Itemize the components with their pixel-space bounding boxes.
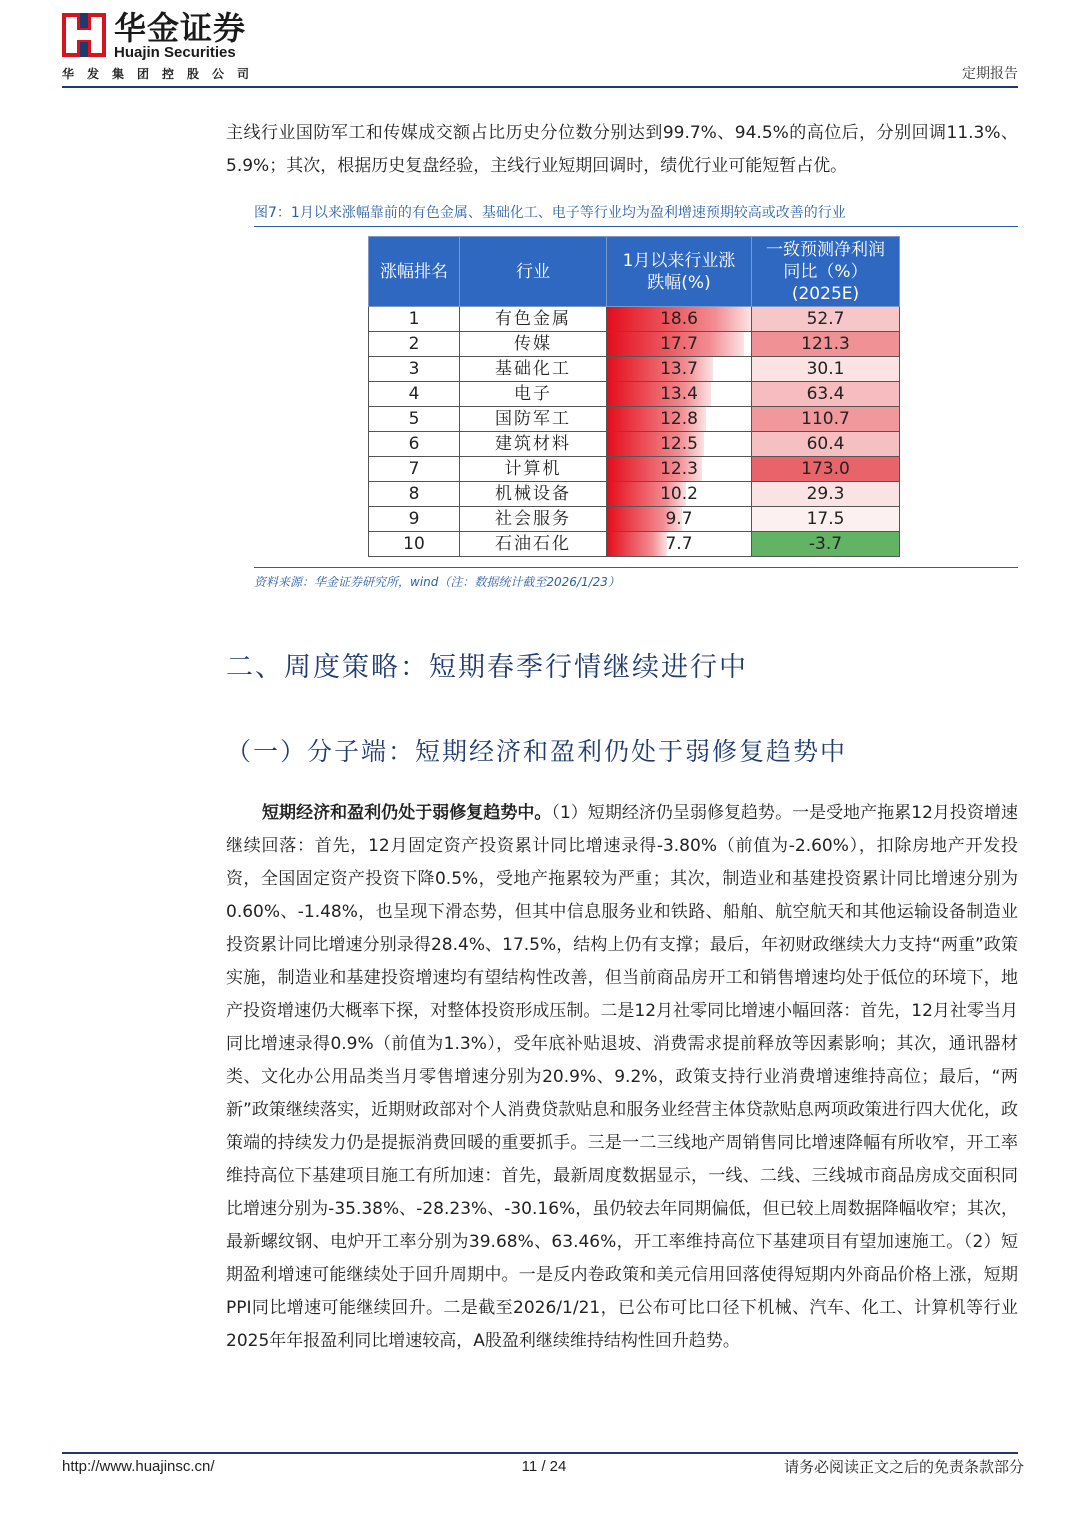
profit-growth-cell: -3.7 [752, 532, 900, 557]
change-value: 13.4 [660, 384, 698, 404]
column-header-rank: 涨幅排名 [369, 237, 460, 307]
subsection-heading: （一）分子端：短期经济和盈利仍处于弱修复趋势中 [226, 737, 848, 766]
rank-cell: 8 [369, 482, 460, 507]
change-value: 18.6 [660, 309, 698, 329]
profit-growth-cell: 121.3 [752, 332, 900, 357]
report-type-label: 定期报告 [962, 66, 1018, 82]
change-cell [607, 357, 752, 382]
industry-cell: 基础化工 [460, 357, 607, 382]
industry-cell: 机械设备 [460, 482, 607, 507]
change-cell [607, 332, 752, 357]
industry-cell: 国防军工 [460, 407, 607, 432]
table-header-row [369, 237, 900, 307]
rank-cell: 6 [369, 432, 460, 457]
figure-caption: 图7：1月以来涨幅靠前的有色金属、基础化工、电子等行业均为盈利增速预期较高或改善的行业 [254, 205, 846, 221]
table-row [369, 432, 900, 457]
rank-cell: 2 [369, 332, 460, 357]
page-number: 11 / 24 [521, 1458, 567, 1475]
change-value: 17.7 [660, 334, 698, 354]
brand-subtitle: 华发集团控股公司 [62, 67, 263, 81]
profit-growth-cell: 63.4 [752, 382, 900, 407]
table-row [369, 382, 900, 407]
footer-disclaimer: 请务必阅读正文之后的免责条款部分 [783, 1458, 1024, 1476]
change-cell [607, 407, 752, 432]
rank-cell: 4 [369, 382, 460, 407]
rank-cell: 1 [369, 307, 460, 332]
profit-growth-cell: 52.7 [752, 307, 900, 332]
huajin-logo-icon [62, 13, 106, 57]
body-paragraph [226, 797, 1018, 1358]
industry-cell: 建筑材料 [460, 432, 607, 457]
industry-cell: 石油石化 [460, 532, 607, 557]
change-cell [607, 382, 752, 407]
change-value: 9.7 [665, 509, 693, 529]
table-row [369, 332, 900, 357]
table-row [369, 307, 900, 332]
profit-growth-cell: 29.3 [752, 482, 900, 507]
change-value: 12.8 [660, 409, 698, 429]
change-value: 12.5 [660, 434, 698, 454]
rank-cell: 3 [369, 357, 460, 382]
industry-cell: 传媒 [460, 332, 607, 357]
industry-cell: 社会服务 [460, 507, 607, 532]
brand-name-en: Huajin Securities [114, 44, 236, 61]
figure-source-note: 资料来源：华金证券研究所，wind（注：数据统计截至2026/1/23） [254, 575, 620, 589]
table-row [369, 532, 900, 557]
paragraph-lead: 短期经济和盈利仍处于弱修复趋势中。 [262, 803, 552, 823]
footer-divider [62, 1452, 1018, 1454]
rank-cell: 10 [369, 532, 460, 557]
change-cell [607, 482, 752, 507]
table-body [369, 307, 900, 557]
profit-growth-cell: 60.4 [752, 432, 900, 457]
intro-paragraph: 主线行业国防军工和传媒成交额占比历史分位数分别达到99.7%、94.5%的高位后，分别回调11.3%、5.9%；其次，根据历史复盘经验，主线行业短期回调时，绩优行业可能短暂占优。 [226, 123, 1018, 176]
brand-name-cn: 华金证券 [114, 9, 247, 47]
table-row [369, 507, 900, 532]
header-divider [62, 86, 1018, 88]
change-cell [607, 507, 752, 532]
profit-growth-cell: 17.5 [752, 507, 900, 532]
rank-cell: 9 [369, 507, 460, 532]
industry-cell: 电子 [460, 382, 607, 407]
column-header-change: 1月以来行业涨跌幅(%) [607, 237, 752, 307]
rank-cell: 7 [369, 457, 460, 482]
profit-growth-cell: 173.0 [752, 457, 900, 482]
change-value: 7.7 [665, 534, 693, 554]
profit-growth-cell: 110.7 [752, 407, 900, 432]
footer-website-link[interactable]: http://www.huajinsc.cn/ [62, 1458, 215, 1475]
change-value: 12.3 [660, 459, 698, 479]
figure-bottom-rule [254, 567, 1018, 568]
profit-growth-cell: 30.1 [752, 357, 900, 382]
industry-performance-table [368, 236, 900, 557]
industry-cell: 计算机 [460, 457, 607, 482]
change-cell [607, 432, 752, 457]
change-data-bar [607, 532, 667, 556]
change-value: 13.7 [660, 359, 698, 379]
change-cell [607, 532, 752, 557]
change-cell [607, 307, 752, 332]
change-cell [607, 457, 752, 482]
table-row [369, 357, 900, 382]
industry-cell: 有色金属 [460, 307, 607, 332]
table-row [369, 482, 900, 507]
column-header-industry: 行业 [460, 237, 607, 307]
section-heading: 二、周度策略：短期春季行情继续进行中 [226, 652, 748, 683]
figure-top-rule [254, 226, 1018, 227]
table-row [369, 407, 900, 432]
paragraph-text: （1）短期经济仍呈弱修复趋势。一是受地产拖累12月投资增速继续回落：首先，12月固定资产投资累计同比增速录得-3.80%（前值为-2.60%），扣除房地产开发投资，全国固定资产投资下降0.5%，受地产拖累较为严重；其次，制造业和基建投资累计同比增速分别为0.60%、-1.48%，也呈现下滑态势，但其中信息服务业和铁路、船舶、航空航天和其他运输设备制造业投资累计同比增速分别录得28.4%、17.5%，结构上仍有支撑；最后，年初财政继续大力支持“两重”政策实施，制造业和基建投资增速均有望结构性改善，但当前商品房开工和销售增速均处于低位的环境下，地产投资增速仍大概率下探，对整体投资形成压制。二是12月社零同比增速小幅回落：首先，12月社零当月同比增速录得0.9%（前值为1.3%），受年底补贴退坡、消费需求提前释放等因素影响；其次，通讯器材类、文化办公用品类当月零售增速分别为20.9%、9.2%，政策支持行业消费增速维持高位；最后，“两新”政策继续落实，近期财政部对个人消费贷款贴息和服务业经营主体贷款贴息两项政策进行四大优化，政策端的持续发力仍是提振消费回暖的重要抓手。三是一二三线地产周销售同比增速降幅有所收窄，开工率维持高位下基建项目施工有所加速：首先，最新周度数据显示，一线、二线、三线城市商品房成交面积同比增速分别为-35.38%、-28.23%、-30.16%，虽仍较去年同期偏低，但已较上周数据降幅收窄；其次，最新螺纹钢、电炉开工率分别为39.68%、63.46%，开工率维持高位下基建项目有望加速施工。（2）短期盈利增速可能继续处于回升周期中。一是反内卷政策和美元信用回落使得短期内外商品价格上涨，短期PPI同比增速可能继续回升。二是截至2026/1/21，已公布可比口径下机械、汽车、化工、计算机等行业2025年年报盈利同比增速较高，A股盈利继续维持结构性回升趋势。 [226, 803, 1018, 1351]
column-header-profit-growth: 一致预测净利润同比（%）(2025E) [752, 237, 900, 307]
change-value: 10.2 [660, 484, 698, 504]
table-row [369, 457, 900, 482]
rank-cell: 5 [369, 407, 460, 432]
